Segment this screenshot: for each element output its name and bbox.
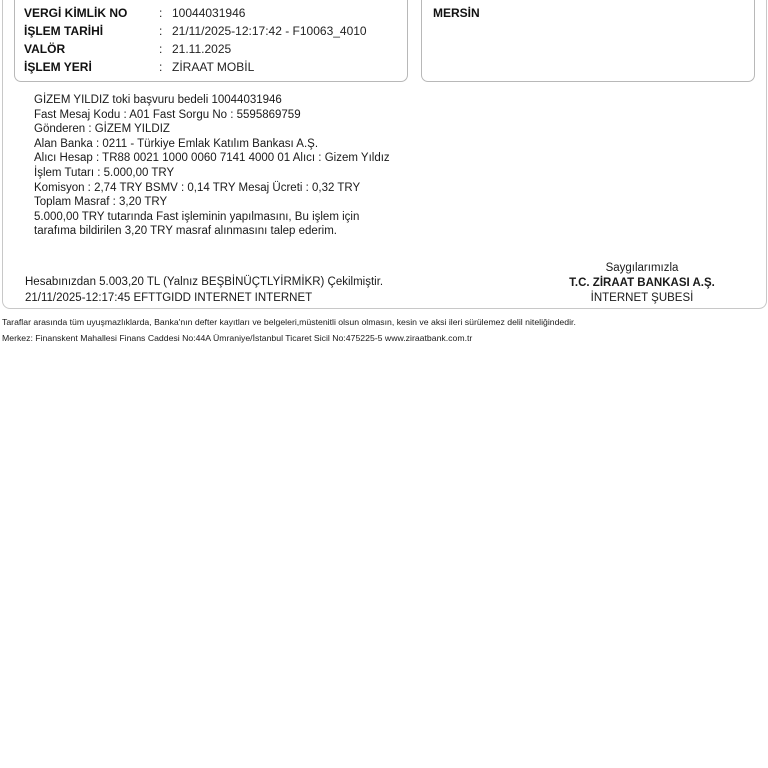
tax-id-colon: : [159, 6, 163, 20]
description-line: GİZEM YILDIZ toki başvuru bedeli 10044031946 [34, 94, 282, 106]
transaction-reference: 21/11/2025-12:17:45 EFTTGIDD INTERNET INTERNET [25, 292, 313, 304]
description-line: tarafıma bildirilen 3,20 TRY masraf alınmasını talep ederim. [34, 225, 337, 238]
description-line: Alıcı Hesap : TR88 0021 1000 0060 7141 4000 01 Alıcı : Gizem Yıldız [34, 152, 390, 165]
bank-name: T.C. ZİRAAT BANKASI A.Ş. [569, 276, 715, 289]
value-date-label: VALÖR [24, 42, 66, 56]
withdrawal-text: Hesabınızdan 5.003,20 TL (Yalnız BEŞBİNÜÇTLYİRMİKR) Çekilmiştir. [25, 276, 384, 288]
greeting: Saygılarımızla [605, 262, 679, 274]
transaction-description [34, 93, 390, 239]
city-name: MERSİN [433, 6, 480, 20]
description-line: İşlem Tutarı : 5.000,00 TRY [34, 166, 175, 179]
signature-block [542, 261, 742, 305]
description-line: 5.000,00 TRY tutarında Fast işleminin yapılmasını, Bu işlem için [34, 210, 360, 223]
transaction-place-value: ZİRAAT MOBİL [172, 60, 255, 74]
transaction-place-colon: : [159, 60, 163, 74]
value-date-colon: : [159, 42, 163, 56]
tax-id-value: 10044031946 [172, 6, 246, 20]
value-date-value: 21.11.2025 [172, 42, 232, 56]
transaction-date-value: 21/11/2025-12:17:42 - F10063_4010 [172, 24, 367, 38]
legal-disclaimer: Taraflar arasında tüm uyuşmazlıklarda, Banka'nın defter kayıtları ve belgeleri,müstenitli olsun olmasın, kesin ve aksi ileri sürülemez delil niteliğindedir. [2, 317, 576, 327]
transaction-date-colon: : [159, 24, 163, 38]
description-line: Fast Mesaj Kodu : A01 Fast Sorgu No : 5595869759 [34, 108, 301, 121]
description-line: Toplam Masraf : 3,20 TRY [34, 196, 168, 209]
description-line: Alan Banka : 0211 - Türkiye Emlak Katılım Bankası A.Ş. [34, 137, 319, 150]
transaction-place-label: İŞLEM YERİ [24, 60, 92, 74]
bank-address: Merkez: Finanskent Mahallesi Finans Caddesi No:44A Ümraniye/İstanbul Ticaret Sicil No:475225-5 www.ziraatbank.com.tr [2, 333, 473, 343]
description-line: Gönderen : GİZEM YILDIZ [34, 123, 170, 136]
tax-id-label: VERGİ KİMLİK NO [24, 6, 128, 20]
description-line: Komisyon : 2,74 TRY BSMV : 0,14 TRY Mesaj Ücreti : 0,32 TRY [34, 181, 361, 194]
transaction-date-label: İŞLEM TARİHİ [24, 24, 104, 38]
branch-name: İNTERNET ŞUBESİ [590, 291, 694, 304]
